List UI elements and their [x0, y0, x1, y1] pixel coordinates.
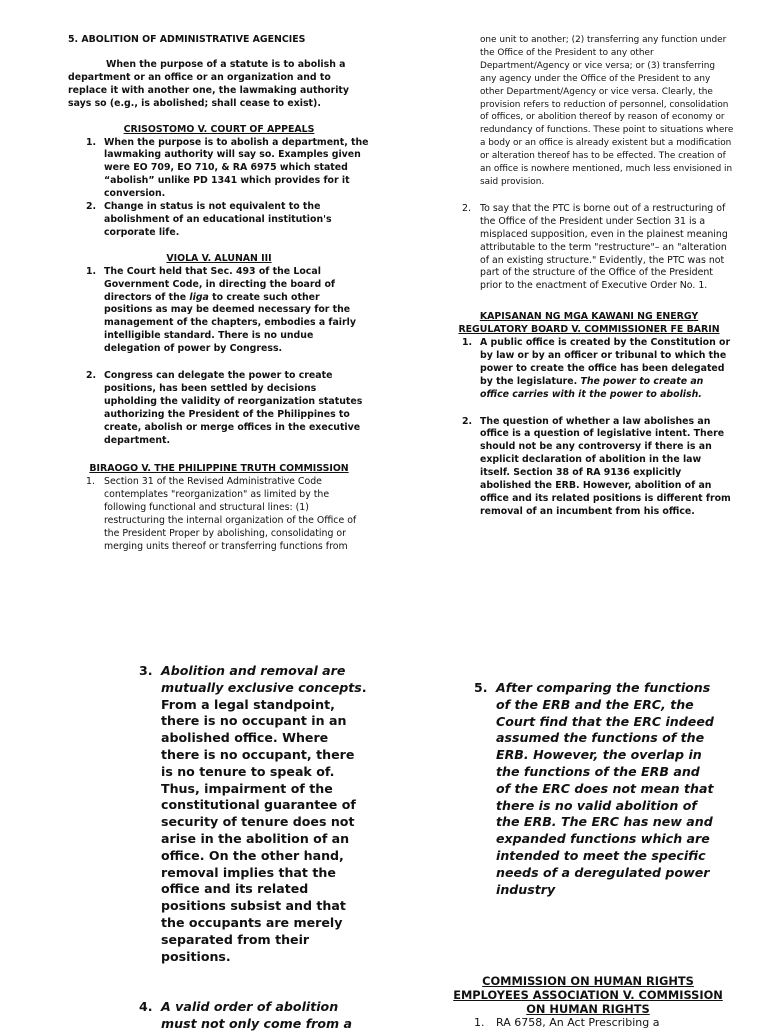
case-title-crisostomo: CRISOSTOMO V. COURT OF APPEALS	[123, 123, 315, 135]
list-item	[68, 476, 370, 553]
item-text: When the purpose is to abolish a department, the lawmaking authority will say so. Examples given were EO 709, EO 710, & RA 6975 which stated “abolish” unlike PD 1341 which provides for it conversion.	[104, 136, 369, 200]
item-text: A public office is created by the Constitution or by law or by an officer or tribunal to which the power to create the office has been delegated by the legislature.	[480, 337, 731, 387]
item-number: 4.	[139, 999, 153, 1014]
section-heading: 5. ABOLITION OF ADMINISTRATIVE AGENCIES	[68, 34, 306, 45]
list-item	[68, 137, 370, 202]
item-text-emphasis: The power to create an office carries with it the power to abolish.	[480, 375, 704, 400]
list-item	[68, 266, 370, 356]
case-title-biraogo: BIRAOGO V. THE PHILIPPINE TRUTH COMMISSION	[89, 463, 349, 475]
item-text: Section 31 of the Revised Administrative Code contemplates "reorganization" as limited by the following functional and structural lines: (1) restructuring the internal organization of the Office of the President Proper by abolishing, consolidating or merging units thereof or transferring functions from	[104, 476, 357, 552]
kapisanan-list	[444, 337, 734, 519]
list-item-5	[474, 680, 714, 898]
list-item-3	[139, 663, 369, 965]
item-number: 2.	[86, 201, 97, 213]
item-text-emphasis: A valid order of abolition must not only come from a	[161, 999, 353, 1031]
viola-list	[68, 266, 370, 448]
list-item	[68, 201, 370, 240]
item-number: 2.	[462, 415, 473, 427]
item-body	[496, 680, 714, 898]
item-number: 5.	[474, 680, 488, 695]
list-item	[474, 1016, 734, 1030]
item-text: RA 6758, An Act Prescribing a	[496, 1016, 660, 1029]
item-number: 3.	[139, 663, 153, 678]
list-item	[444, 337, 734, 402]
item-body	[161, 663, 369, 965]
item-text: Congress can delegate the power to create positions, has been settled by decisions upholding the validity of reorganization statutes authorizing the President of the Philippines to create, abolish or merge offices in the executive department.	[104, 370, 363, 446]
case-block-chr	[450, 974, 726, 1016]
item-number: 1.	[86, 265, 97, 277]
section-intro: When the purpose of a statute is to abolish a department or an office or an organization and to replace it with another one, the lawmaking authority says so (e.g., is abolished; shall cease to exist).	[68, 59, 350, 109]
biraogo-list	[68, 476, 370, 553]
list-item	[68, 370, 370, 447]
item-number: 1.	[474, 1016, 485, 1029]
item-text-emphasis: liga	[189, 291, 209, 303]
item-body	[161, 999, 369, 1033]
case-title-chr: COMMISSION ON HUMAN RIGHTS EMPLOYEES ASSOCIATION V. COMMISSION ON HUMAN RIGHTS	[453, 974, 723, 1016]
list-item-4	[139, 999, 369, 1033]
item-text-before: The Court held that Sec. 493 of the Local Government Code, in directing the board of directors of the	[104, 265, 335, 303]
item-text: Change in status is not equivalent to the abolishment of an educational institution's corporate life.	[104, 201, 332, 238]
biraogo-list-continued	[444, 203, 734, 293]
item-number: 2.	[86, 370, 97, 382]
item-number: 1.	[86, 476, 95, 488]
item-text-emphasis: Abolition and removal are mutually exclusive concepts	[161, 663, 362, 695]
list-item	[444, 416, 734, 519]
list-item	[444, 203, 734, 293]
right-column	[444, 34, 734, 519]
case-title-kapisanan: KAPISANAN NG MGA KAWANI NG ENERGY REGULATORY BOARD V. COMMISSIONER FE BARIN	[458, 311, 720, 336]
item-text: . From a legal standpoint, there is no occupant in an abolished office. Where there is no occupant, there is no tenure to speak of. Thus, impairment of the constitutional guarantee of security of tenure does not arise in the abolition of an office. On the other hand, removal implies that the office and its related positions subsist and that the occupants are merely separated from their positions.	[161, 679, 367, 964]
item-text-emphasis: After comparing the functions of the ERB and the ERC, the Court find that the ERC indeed assumed the functions of the ERB. However, the overlap in the functions of the ERB and of the ERC does not mean that there is no valid abolition of the ERB. The ERC has new and expanded functions which are intended to meet the specific needs of a deregulated power industry	[496, 680, 714, 897]
item-number: 1.	[462, 337, 473, 349]
crisostomo-list	[68, 137, 370, 240]
left-column	[68, 34, 370, 554]
item-text: The question of whether a law abolishes an office is a question of legislative intent. There should not be any controversy if there is an explicit declaration of abolition in the law itself. Section 38 of RA 9136 explicitly abolished the ERB. However, abolition of an office and its related positions is different from removal of an incumbent from his office.	[480, 415, 731, 517]
item-text: To say that the PTC is borne out of a restructuring of the Office of the President under Section 31 is a misplaced supposition, even in the plainest meaning attributable to the term "restructure"– an "alteration of an existing structure." Evidently, the PTC was not part of the structure of the Office of the President prior to the enactment of Executive Order No. 1.	[480, 202, 728, 292]
item-text-after: to create such other positions as may be deemed necessary for the management of the chapters, embodies a fairly intelligible standard. There is no undue delegation of power by Congress.	[104, 291, 356, 355]
case-title-viola: VIOLA V. ALUNAN III	[166, 252, 272, 264]
biraogo-continuation: one unit to another; (2) transferring any function under the Office of the President to any other Department/Agency or vice versa; or (3) transferring any agency under the Office of the President to any other Department/Agency or vice versa. Clearly, the provision refers to reduction of personnel, consolidation of offices, or abolition thereof by reason of economy or redundancy of functions. These point to situations where a body or an office is already existent but a modification or alteration thereof has to be effected. The creation of an office is nowhere mentioned, much less envisioned in said provision.	[480, 35, 734, 187]
item-number: 2.	[462, 202, 471, 214]
item-number: 1.	[86, 136, 97, 148]
